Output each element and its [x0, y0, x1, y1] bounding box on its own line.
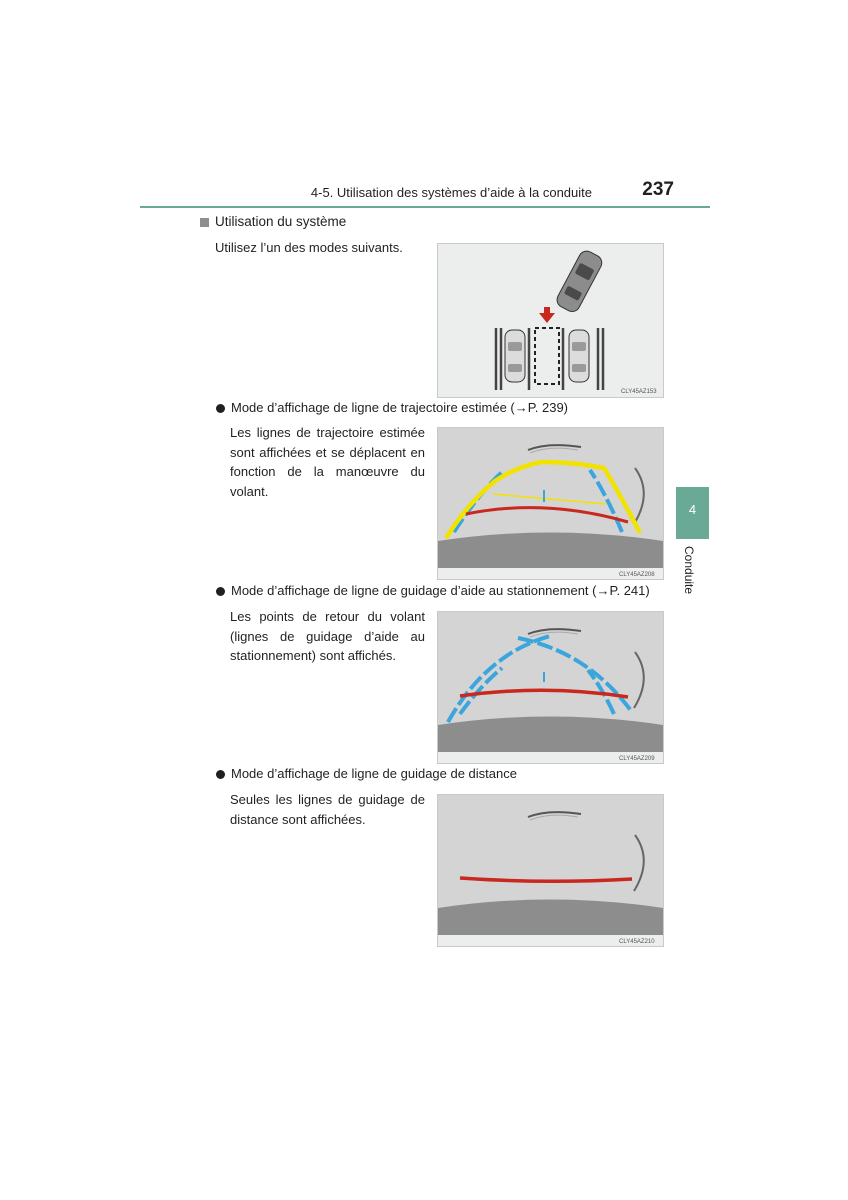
parking-guide-mode-figure — [437, 611, 664, 764]
mode-trajectory-description: Les lignes de trajectoire estimée sont affichées et se déplacent en fonction de la manœuvre du volant. — [230, 425, 425, 499]
mode-distance-guide-description: Seules les lignes de guidage de distance sont affichées. — [230, 792, 425, 827]
mode-trajectory-label: Mode d’affichage de ligne de trajectoire estimée (→P. 239) — [231, 400, 568, 415]
section-square-icon — [200, 218, 209, 227]
figure-code: CLY45AZ210 — [619, 939, 655, 945]
header-section-title: 4-5. Utilisation des systèmes d’aide à la conduite — [310, 185, 592, 200]
intro-text: Utilisez l’un des modes suivants. — [215, 240, 403, 255]
mode-distance-guide-label: Mode d’affichage de ligne de guidage de distance — [231, 766, 517, 781]
figure-code: CLY45AZ153 — [621, 389, 657, 395]
figure-code: CLY45AZ208 — [619, 572, 655, 578]
distance-guide-mode-figure — [437, 794, 664, 947]
page-number: 237 — [642, 179, 674, 200]
header-divider — [140, 206, 710, 208]
section-title: Utilisation du système — [215, 214, 347, 229]
figure-code: CLY45AZ209 — [619, 756, 655, 762]
chapter-tab-label: Conduite — [682, 546, 696, 595]
chapter-tab-number: 4 — [676, 487, 709, 539]
parking-overview-figure — [437, 243, 664, 398]
bullet-icon — [216, 404, 225, 413]
mode-parking-guide-label: Mode d’affichage de ligne de guidage d’aide au stationnement (→P. 241) — [231, 583, 650, 598]
mode-parking-guide-description: Les points de retour du volant (lignes de guidage d’aide au stationnement) sont affichés. — [230, 609, 425, 663]
bullet-icon — [216, 770, 225, 779]
bullet-icon — [216, 587, 225, 596]
trajectory-mode-figure — [437, 427, 664, 580]
